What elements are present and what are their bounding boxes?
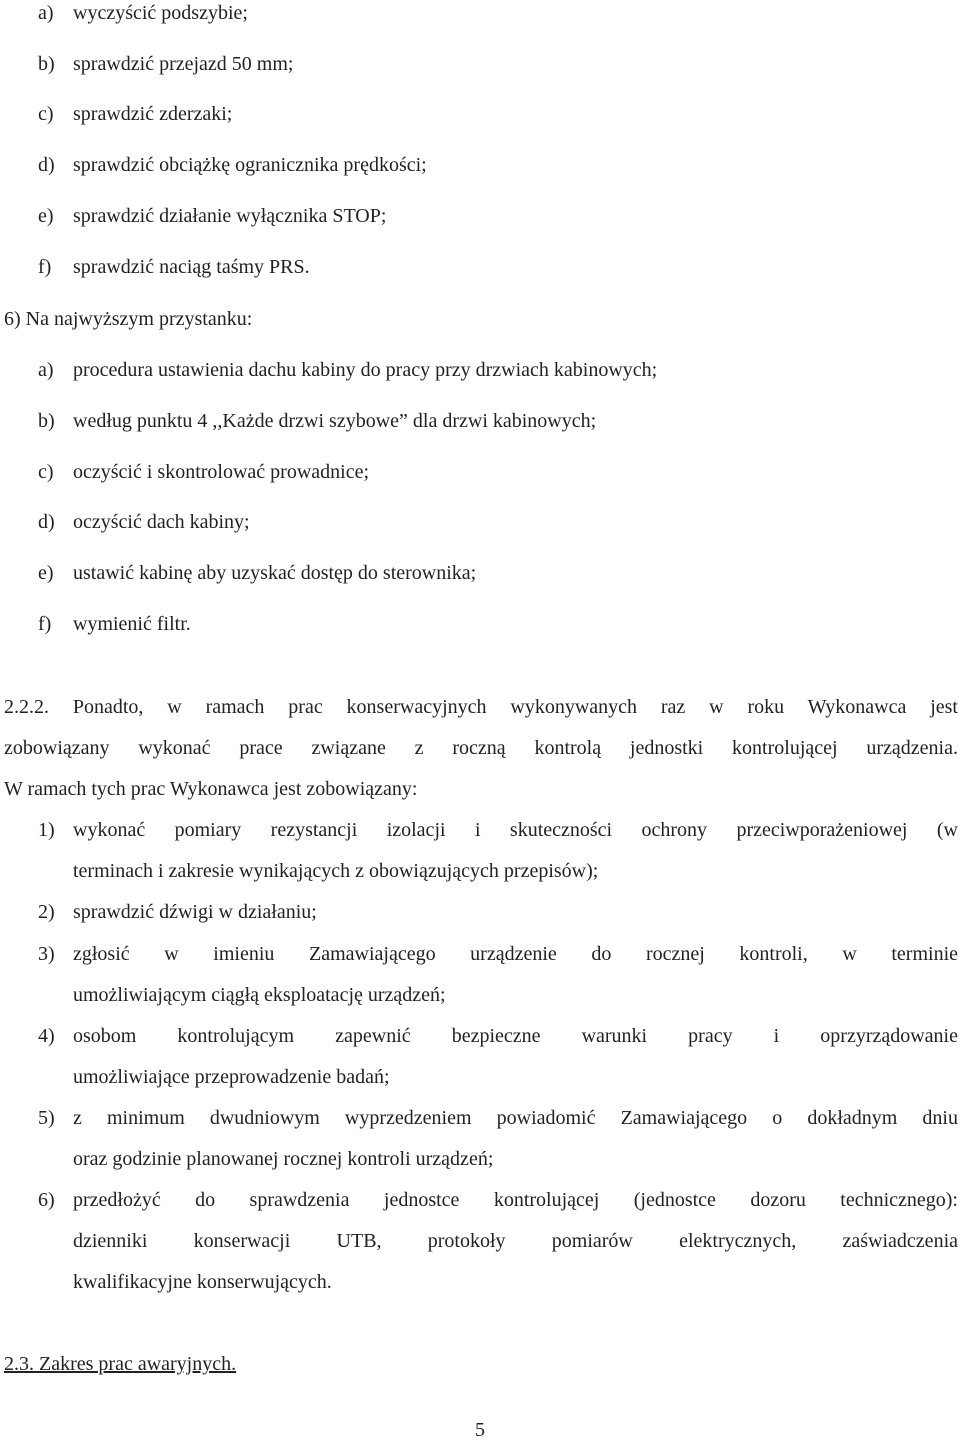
list-c-label: 3) bbox=[38, 943, 55, 965]
page-number: 5 bbox=[475, 1419, 485, 1441]
list-a-label: d) bbox=[38, 154, 55, 176]
list-c-text: terminach i zakresie wynikających z obowiązujących przepisów); bbox=[73, 860, 599, 882]
list-a-text: sprawdzić zderzaki; bbox=[73, 103, 233, 125]
list-c-text: oraz godzinie planowanej rocznej kontroli urządzeń; bbox=[73, 1148, 494, 1170]
list-a-label: e) bbox=[38, 205, 54, 227]
list-a-text: sprawdzić działanie wyłącznika STOP; bbox=[73, 205, 387, 227]
list-b-label: b) bbox=[38, 410, 55, 432]
list-a-label: b) bbox=[38, 53, 55, 75]
list-c-label: 4) bbox=[38, 1025, 55, 1047]
list-b-label: c) bbox=[38, 461, 54, 483]
paragraph-line: zobowiązany wykonać prace związane z roczną kontrolą jednostki kontrolującej urządzenia. bbox=[4, 737, 958, 759]
list-b-label: d) bbox=[38, 511, 55, 533]
list-b-text: procedura ustawienia dachu kabiny do pracy przy drzwiach kabinowych; bbox=[73, 359, 658, 381]
list-c-text: sprawdzić dźwigi w działaniu; bbox=[73, 901, 317, 923]
point6-heading: 6) Na najwyższym przystanku: bbox=[4, 308, 253, 330]
list-c-text: osobom kontrolującym zapewnić bezpieczne warunki pracy i oprzyrządowanie bbox=[73, 1025, 958, 1047]
list-c-label: 5) bbox=[38, 1107, 55, 1129]
section-23-heading: 2.3. Zakres prac awaryjnych. bbox=[4, 1353, 237, 1375]
list-c-label: 6) bbox=[38, 1189, 55, 1211]
list-c-text: zgłosić w imieniu Zamawiającego urządzenie do rocznej kontroli, w terminie bbox=[73, 943, 958, 965]
list-b-label: e) bbox=[38, 562, 54, 584]
list-a-label: c) bbox=[38, 103, 54, 125]
list-b-text: wymienić filtr. bbox=[73, 613, 191, 635]
list-c-text: kwalifikacyjne konserwujących. bbox=[73, 1271, 332, 1293]
list-a-text: wyczyścić podszybie; bbox=[73, 2, 248, 24]
list-c-label: 1) bbox=[38, 819, 55, 841]
list-c-text: umożliwiające przeprowadzenie badań; bbox=[73, 1066, 390, 1088]
list-c-label: 2) bbox=[38, 901, 55, 923]
list-c-text: wykonać pomiary rezystancji izolacji i skuteczności ochrony przeciwporażeniowej (w bbox=[73, 819, 958, 841]
list-c-text: umożliwiającym ciągłą eksploatację urządzeń; bbox=[73, 984, 446, 1006]
paragraph-line: W ramach tych prac Wykonawca jest zobowiązany: bbox=[4, 778, 418, 800]
list-a-text: sprawdzić obciążkę ogranicznika prędkości; bbox=[73, 154, 427, 176]
list-a-text: sprawdzić przejazd 50 mm; bbox=[73, 53, 294, 75]
list-c-text: dzienniki konserwacji UTB, protokoły pomiarów elektrycznych, zaświadczenia bbox=[73, 1230, 958, 1252]
list-b-text: według punktu 4 ,,Każde drzwi szybowe” dla drzwi kabinowych; bbox=[73, 410, 597, 432]
paragraph-line: 2.2.2. Ponadto, w ramach prac konserwacyjnych wykonywanych raz w roku Wykonawca jest bbox=[4, 696, 958, 718]
list-a-label: a) bbox=[38, 2, 54, 24]
list-a-label: f) bbox=[38, 256, 52, 278]
list-b-text: oczyścić i skontrolować prowadnice; bbox=[73, 461, 370, 483]
list-a-text: sprawdzić naciąg taśmy PRS. bbox=[73, 256, 310, 278]
list-b-label: f) bbox=[38, 613, 52, 635]
list-c-text: przedłożyć do sprawdzenia jednostce kontrolującej (jednostce dozoru technicznego): bbox=[73, 1189, 958, 1211]
list-b-text: oczyścić dach kabiny; bbox=[73, 511, 250, 533]
list-b-label: a) bbox=[38, 359, 54, 381]
list-b-text: ustawić kabinę aby uzyskać dostęp do sterownika; bbox=[73, 562, 477, 584]
list-c-text: z minimum dwudniowym wyprzedzeniem powiadomić Zamawiającego o dokładnym dniu bbox=[73, 1107, 958, 1129]
